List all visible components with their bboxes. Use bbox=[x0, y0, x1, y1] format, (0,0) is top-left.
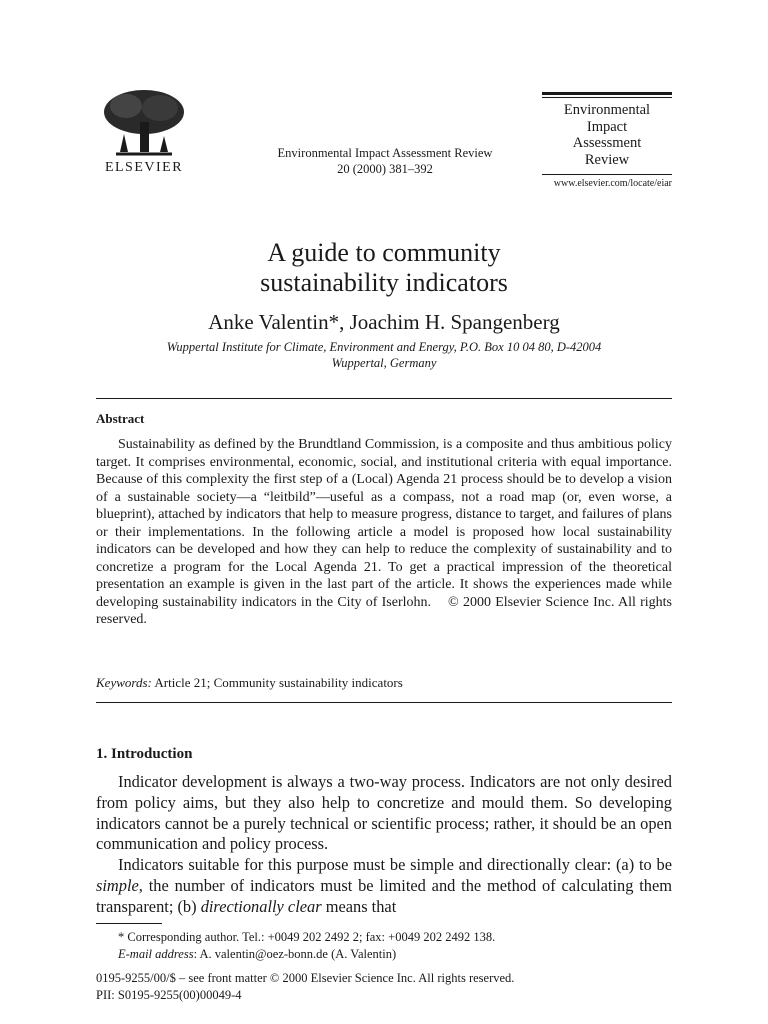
journal-box bbox=[542, 92, 672, 189]
author-affiliation: Wuppertal Institute for Climate, Environment and Energy, P.O. Box 10 04 80, D-42004 Wuppertal, Germany bbox=[166, 340, 602, 370]
abstract-heading: Abstract bbox=[96, 411, 145, 426]
journal-box-rule-thin bbox=[542, 97, 672, 98]
journal-url[interactable]: www.elsevier.com/locate/eiar bbox=[542, 174, 672, 189]
keywords bbox=[96, 675, 672, 691]
footnote-corresponding: * Corresponding author. Tel.: +0049 202 2492 2; fax: +0049 202 2492 138. bbox=[118, 930, 496, 944]
introduction-body bbox=[96, 772, 672, 918]
footnote-email: E-mail address: A. valentin@oez-bonn.de (A. Valentin) bbox=[118, 946, 397, 961]
keywords-list: Article 21; Community sustainability indicators bbox=[154, 675, 403, 690]
front-matter-issn: 0195-9255/00/$ – see front matter © 2000 Elsevier Science Inc. All rights reserved. bbox=[96, 971, 515, 985]
elsevier-logo bbox=[96, 88, 192, 176]
journal-name: Environmental Impact Assessment Review bbox=[277, 146, 493, 160]
section-heading-introduction: 1. Introduction bbox=[96, 746, 193, 762]
abstract-top-divider bbox=[96, 398, 672, 399]
footnotes bbox=[96, 929, 672, 962]
abstract-copyright: © 2000 Elsevier Science Inc. All rights reserved. bbox=[96, 594, 672, 627]
front-matter-pii: PII: S0195-9255(00)00049-4 bbox=[96, 988, 242, 1002]
front-matter bbox=[96, 970, 672, 1004]
journal-citation-header bbox=[230, 145, 540, 177]
paragraph: Indicators suitable for this purpose must be simple and directionally clear: (a) to be simple, the number of indicators must be limited and the method of calculating them transparent; (b) directionally clear means that bbox=[96, 855, 672, 916]
abstract-body: Sustainability as defined by the Brundtland Commission, is a composite and thus ambitious policy target. It comprises environmental, economic, social, and institutional criteria with equal importance. Because of this complexity the first step of a (Local) Agenda 21 process should be to develop a vision of a sustainable society—a “leitbild”—useful as a compass, not a road map (or, even worse, a blueprint), attached by indicators that help to measure progress, distance to target, and failures of plans or their implementations. In the following article a model is proposed how local sustainability indicators can be developed and how they can help to reduce the complexity of sustainability and to concretize a program for the Local Agenda 21. To get a practical impression of the theoretical presentation an example is given in the last part of the article. It shows the experiences made while developing sustainability indicators in the City of Iserlohn. © 2000 Elsevier Science Inc. All rights reserved. bbox=[96, 437, 672, 627]
journal-citation: 20 (2000) 381–392 bbox=[337, 162, 433, 176]
publisher-name: ELSEVIER bbox=[104, 160, 184, 175]
keywords-label: Keywords: bbox=[96, 675, 152, 690]
elsevier-tree-icon bbox=[96, 88, 192, 158]
abstract-bottom-divider bbox=[96, 702, 672, 703]
journal-box-rule-top bbox=[542, 92, 672, 95]
article-title: A guide to community sustainability indicators bbox=[260, 238, 508, 297]
journal-box-title: Environmental Impact Assessment Review bbox=[563, 102, 651, 168]
footnote-divider bbox=[96, 923, 162, 924]
paragraph: Indicator development is always a two-way process. Indicators are not only desired from policy aims, but they also help to concretize and mould them. So developing indicators cannot be a purely technical or scientific process; rather, it should be an open communication and policy process. bbox=[96, 772, 672, 854]
article-authors: Anke Valentin*, Joachim H. Spangenberg bbox=[208, 310, 560, 334]
